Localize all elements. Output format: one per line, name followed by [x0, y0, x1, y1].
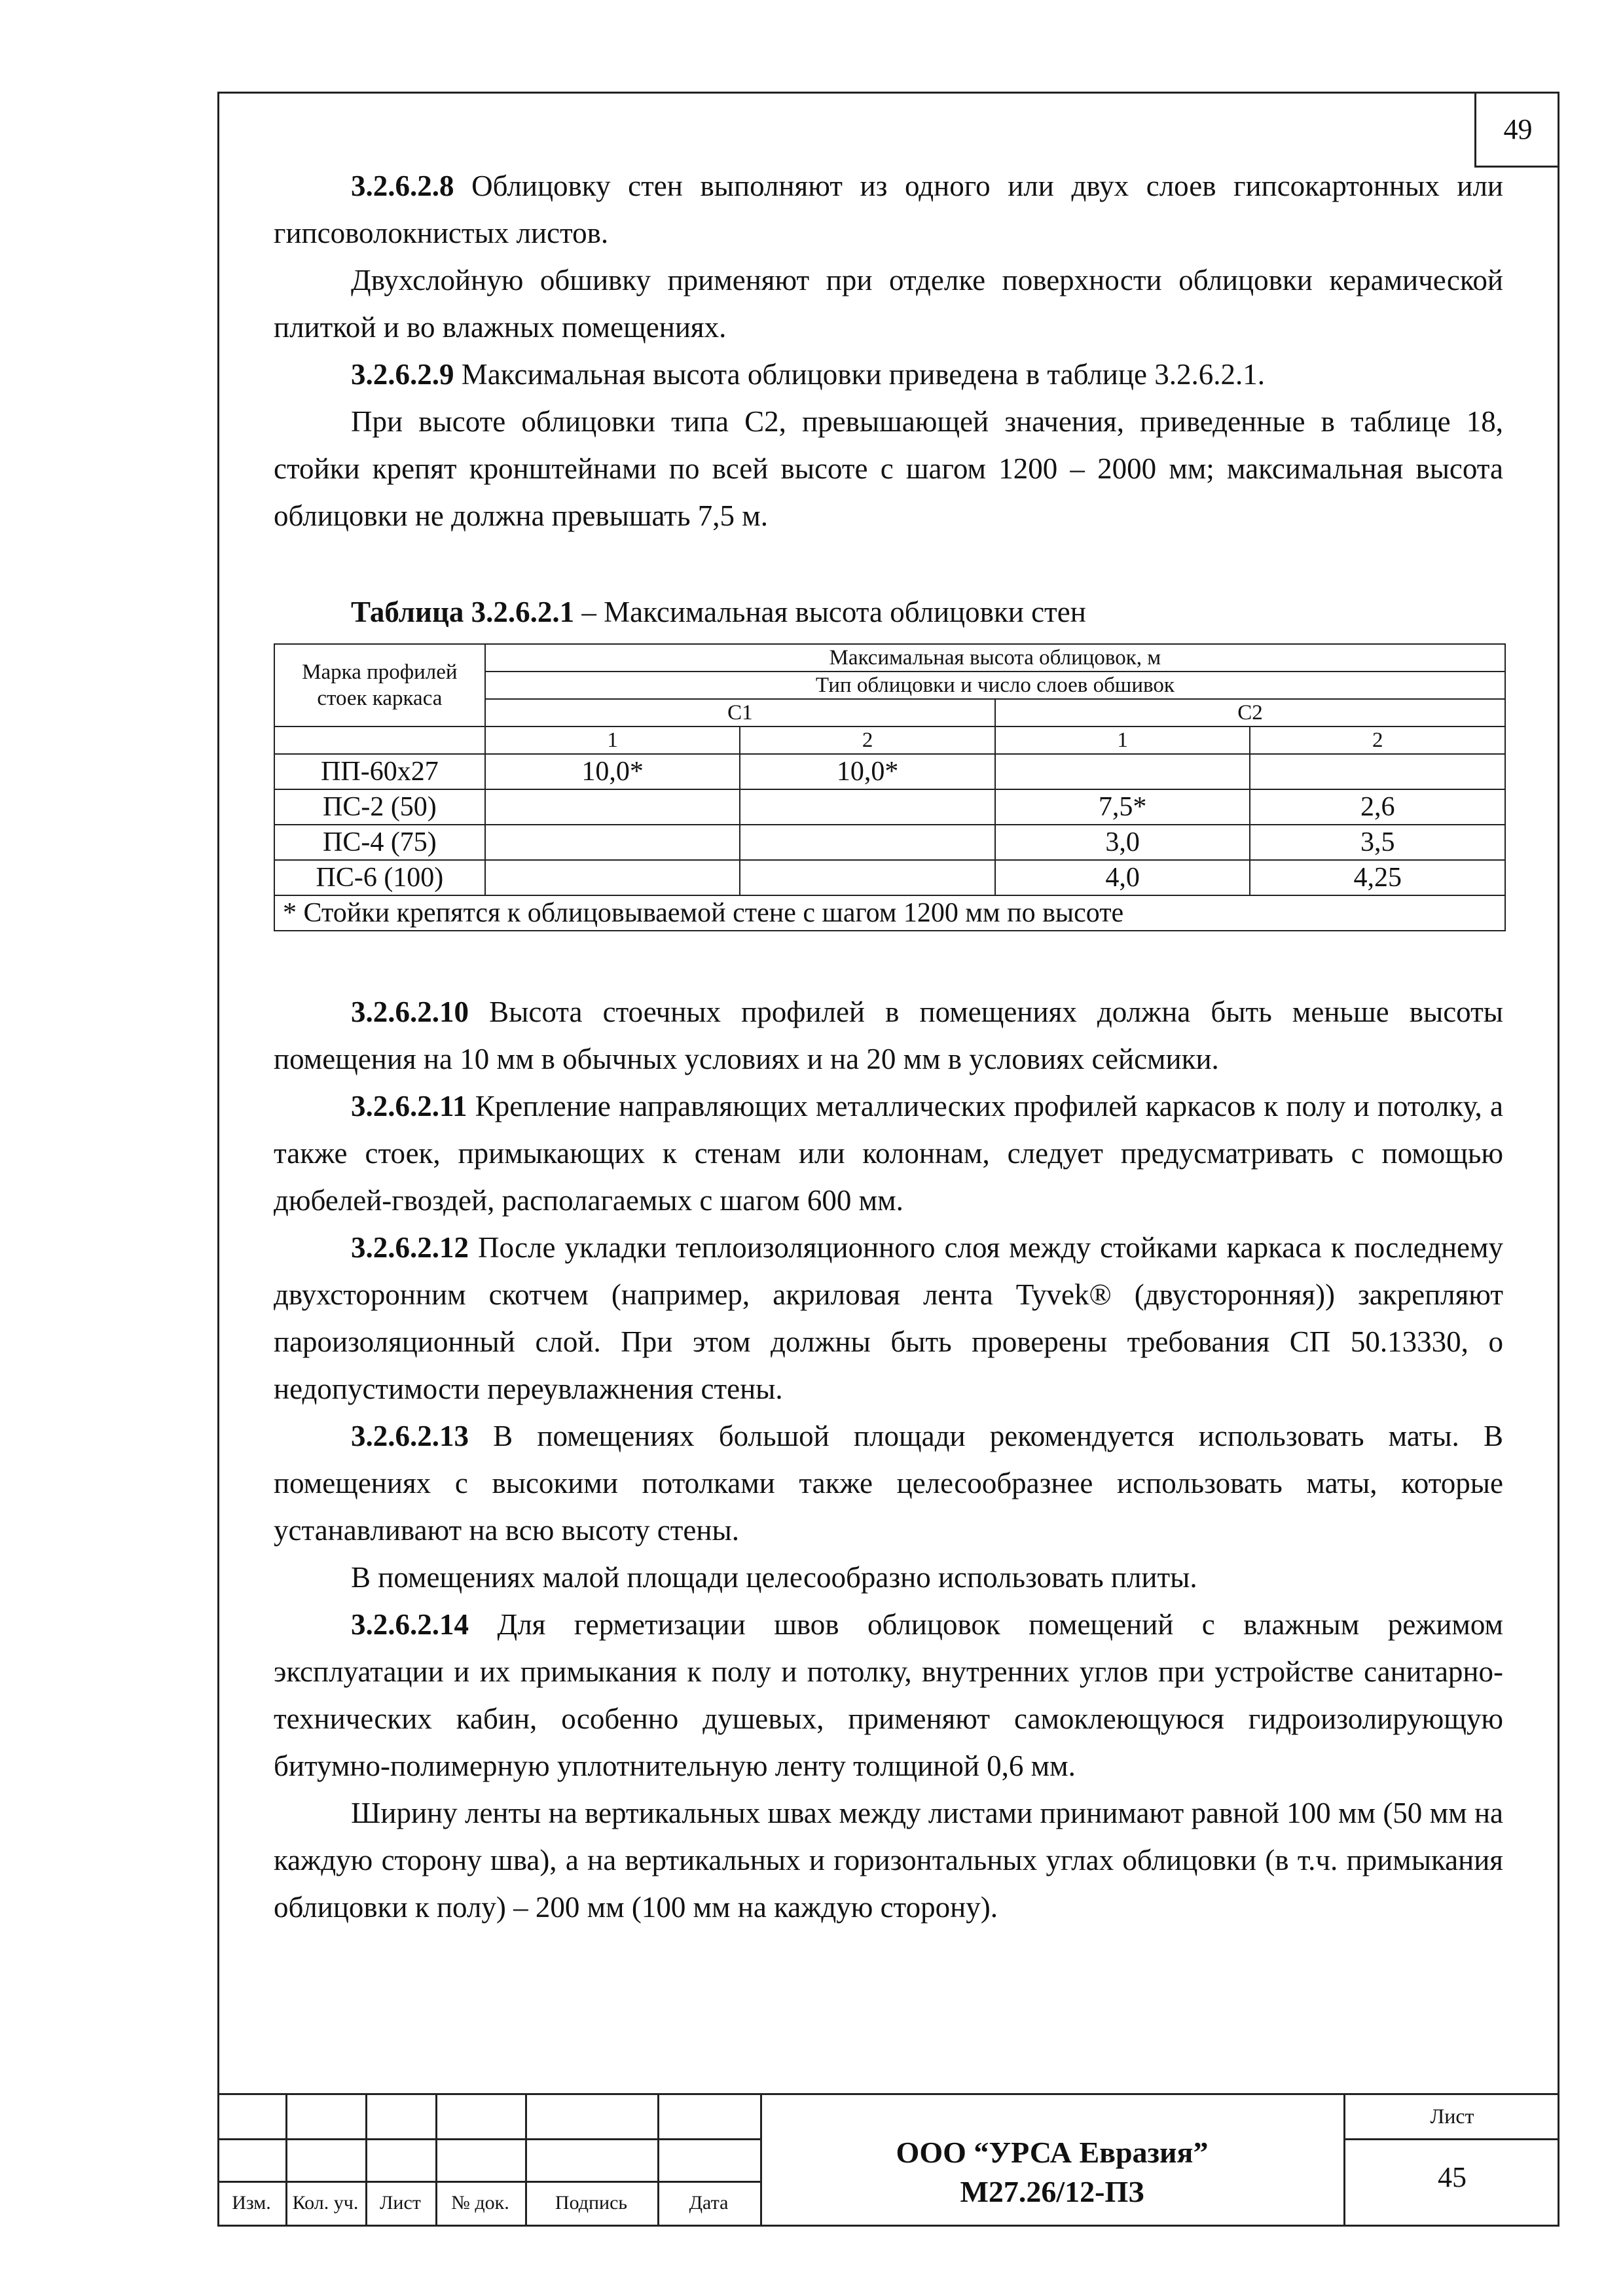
header-mark: Марка профилей стоек каркаса: [274, 644, 485, 726]
row-mark: ПП-60х27: [274, 754, 485, 789]
cell: 2,6: [1250, 789, 1505, 825]
paragraph: В помещениях малой площади целесообразно использовать плиты.: [351, 1561, 1197, 1594]
stamp-label: Изм.: [232, 2192, 271, 2214]
paragraph: Двухслойную обшивку применяют при отделке поверхности облицовки керамической плиткой и во влажных помещениях.: [274, 264, 1503, 344]
header-sub: 2: [740, 726, 995, 754]
cell: 4,25: [1250, 860, 1505, 895]
paragraph: Ширину ленты на вертикальных швах между листами принимают равной 100 мм (50 мм на каждую сторону шва), а на вертикальных и горизонтальных углах облицовки (в т.ч. примыкания облицовки к полу) – 200 мм (100 мм на каждую сторону).: [274, 1797, 1503, 1924]
header-c1: С1: [485, 699, 995, 726]
cell: 10,0*: [485, 754, 740, 789]
cell: 3,5: [1250, 825, 1505, 860]
organization-title: [762, 2133, 1342, 2212]
stamp-label: Кол. уч.: [292, 2192, 359, 2214]
cell: [485, 860, 740, 895]
org-name: ООО “УРСА Евразия”: [896, 2136, 1209, 2169]
header-c2: С2: [995, 699, 1505, 726]
cell: [485, 825, 740, 860]
cell: [485, 789, 740, 825]
paragraph: 3.2.6.2.9 Максимальная высота облицовки приведена в таблице 3.2.6.2.1.: [351, 358, 1265, 391]
table-caption: Таблица 3.2.6.2.1 – Максимальная высота облицовки стен: [351, 596, 1086, 628]
cell: 4,0: [995, 860, 1250, 895]
header-sub: 1: [995, 726, 1250, 754]
paragraph: 3.2.6.2.12 После укладки теплоизоляционного слоя между стойками каркаса к последнему двухсторонним скотчем (например, акриловая лента Tyvek® (двусторонняя)) закрепляют пароизоляционный слой. При этом должны быть проверены требования СП 50.13330, о недопустимости переувлажнения стены.: [274, 1231, 1503, 1405]
row-mark: ПС-4 (75): [274, 825, 485, 860]
paragraph: При высоте облицовки типа С2, превышающей значения, приведенные в таблице 18, стойки крепят кронштейнами по всей высоте с шагом 1200 – 2000 мм; максимальная высота облицовки не должна превышать 7,5 м.: [274, 405, 1503, 532]
header-max-height: Максимальная высота облицовок, м: [485, 644, 1505, 672]
row-mark: ПС-2 (50): [274, 789, 485, 825]
paragraph: 3.2.6.2.8 Облицовку стен выполняют из одного или двух слоев гипсокартонных или гипсоволокнистых листов.: [274, 170, 1503, 249]
page-number-top: 49: [1474, 92, 1559, 168]
sheet-number: 45: [1438, 2161, 1467, 2193]
paragraph: 3.2.6.2.14 Для герметизации швов облицовок помещений с влажным режимом эксплуатации и их примыкания к полу и потолку, внутренних углов при устройстве санитарно-технических кабин, особенно душевых, применяют самоклеющуюся гидроизолирующую битумно-полимерную уплотнительную ленту толщиной 0,6 мм.: [274, 1608, 1503, 1782]
body-text-bottom: [274, 988, 1503, 1931]
cell: 10,0*: [740, 754, 995, 789]
cell: [740, 860, 995, 895]
doc-code: М27.26/12-ПЗ: [960, 2175, 1144, 2208]
cell: [995, 754, 1250, 789]
stamp-label: Лист: [380, 2192, 421, 2214]
header-sub: 1: [485, 726, 740, 754]
cell: 3,0: [995, 825, 1250, 860]
paragraph: 3.2.6.2.10 Высота стоечных профилей в помещениях должна быть меньше высоты помещения на 10 мм в обычных условиях и на 20 мм в условиях сейсмики.: [274, 996, 1503, 1075]
cell: [1250, 754, 1505, 789]
table-row: [274, 754, 1505, 789]
title-block: [217, 2093, 1559, 2227]
paragraph: 3.2.6.2.13 В помещениях большой площади рекомендуется использовать маты. В помещениях с высокими потолками также целесообразнее использовать маты, которые устанавливают на всю высоту стены.: [274, 1420, 1503, 1547]
max-height-table: [274, 643, 1506, 931]
table-row: [274, 789, 1505, 825]
stamp-label: Дата: [689, 2192, 729, 2214]
header-empty: [274, 726, 485, 754]
paragraph: 3.2.6.2.11 Крепление направляющих металлических профилей каркасов к полу и потолку, а также стоек, примыкающих к стенам или колоннам, следует предусматривать с помощью дюбелей-гвоздей, располагаемых с шагом 600 мм.: [274, 1090, 1503, 1217]
table-row: [274, 860, 1505, 895]
header-sub: 2: [1250, 726, 1505, 754]
cell: [740, 825, 995, 860]
table-row: [274, 825, 1505, 860]
stamp-label: № док.: [451, 2192, 509, 2214]
cell: 7,5*: [995, 789, 1250, 825]
stamp-label: Подпись: [555, 2192, 628, 2214]
cell: [740, 789, 995, 825]
table-note: * Стойки крепятся к облицовываемой стене с шагом 1200 мм по высоте: [274, 895, 1505, 931]
body-text-top: [274, 162, 1503, 539]
sheet-label: Лист: [1430, 2104, 1474, 2128]
header-type: Тип облицовки и число слоев обшивок: [485, 672, 1505, 699]
row-mark: ПС-6 (100): [274, 860, 485, 895]
